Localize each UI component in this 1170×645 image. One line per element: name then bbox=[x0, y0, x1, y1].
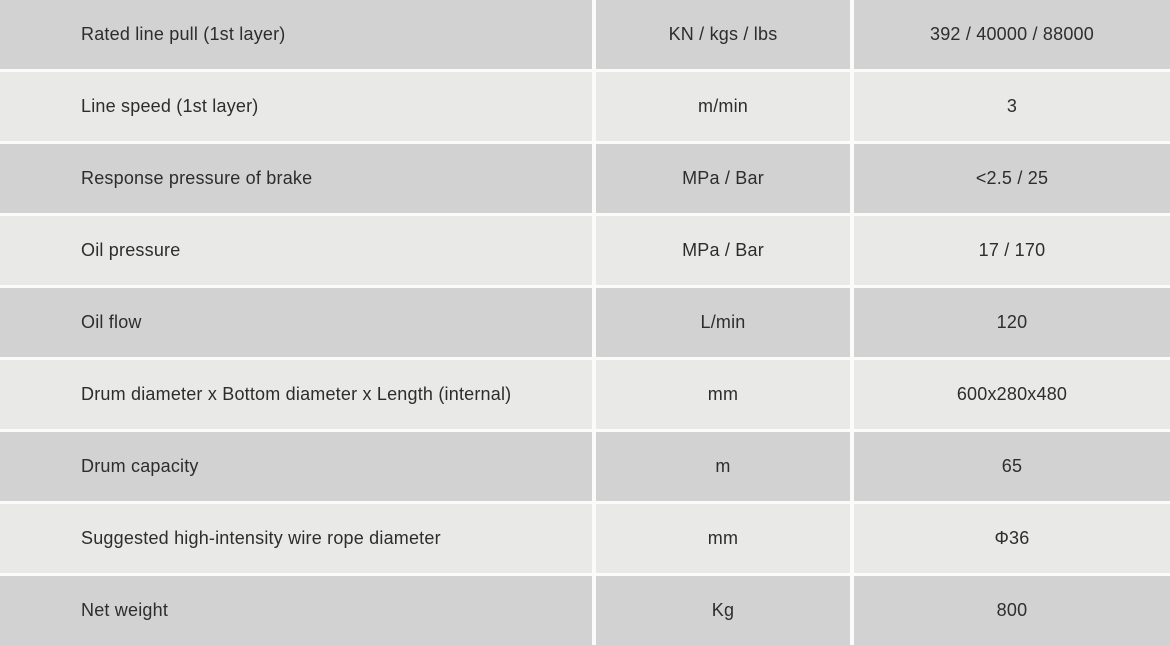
value-cell: 392 / 40000 / 88000 bbox=[854, 0, 1170, 69]
table-row bbox=[0, 576, 1170, 645]
unit-cell: mm bbox=[596, 360, 850, 429]
value-cell: Φ36 bbox=[854, 504, 1170, 573]
value-cell: 17 / 170 bbox=[854, 216, 1170, 285]
unit-cell: MPa / Bar bbox=[596, 216, 850, 285]
unit-cell: m/min bbox=[596, 72, 850, 141]
table-row bbox=[0, 432, 1170, 501]
parameter-cell: Oil pressure bbox=[0, 216, 592, 285]
table-row bbox=[0, 0, 1170, 69]
parameter-cell: Net weight bbox=[0, 576, 592, 645]
table-row bbox=[0, 504, 1170, 573]
unit-cell: L/min bbox=[596, 288, 850, 357]
table-row bbox=[0, 144, 1170, 213]
value-cell: <2.5 / 25 bbox=[854, 144, 1170, 213]
unit-cell: mm bbox=[596, 504, 850, 573]
value-cell: 800 bbox=[854, 576, 1170, 645]
unit-cell: m bbox=[596, 432, 850, 501]
value-cell: 600x280x480 bbox=[854, 360, 1170, 429]
value-cell: 120 bbox=[854, 288, 1170, 357]
parameter-cell: Rated line pull (1st layer) bbox=[0, 0, 592, 69]
value-cell: 3 bbox=[854, 72, 1170, 141]
parameter-cell: Response pressure of brake bbox=[0, 144, 592, 213]
parameter-cell: Line speed (1st layer) bbox=[0, 72, 592, 141]
unit-cell: Kg bbox=[596, 576, 850, 645]
parameter-cell: Drum capacity bbox=[0, 432, 592, 501]
parameter-cell: Drum diameter x Bottom diameter x Length (internal) bbox=[0, 360, 592, 429]
parameter-cell: Suggested high-intensity wire rope diameter bbox=[0, 504, 592, 573]
table-row bbox=[0, 360, 1170, 429]
table-row bbox=[0, 288, 1170, 357]
table-row bbox=[0, 216, 1170, 285]
parameter-cell: Oil flow bbox=[0, 288, 592, 357]
table-row bbox=[0, 72, 1170, 141]
unit-cell: MPa / Bar bbox=[596, 144, 850, 213]
unit-cell: KN / kgs / lbs bbox=[596, 0, 850, 69]
value-cell: 65 bbox=[854, 432, 1170, 501]
